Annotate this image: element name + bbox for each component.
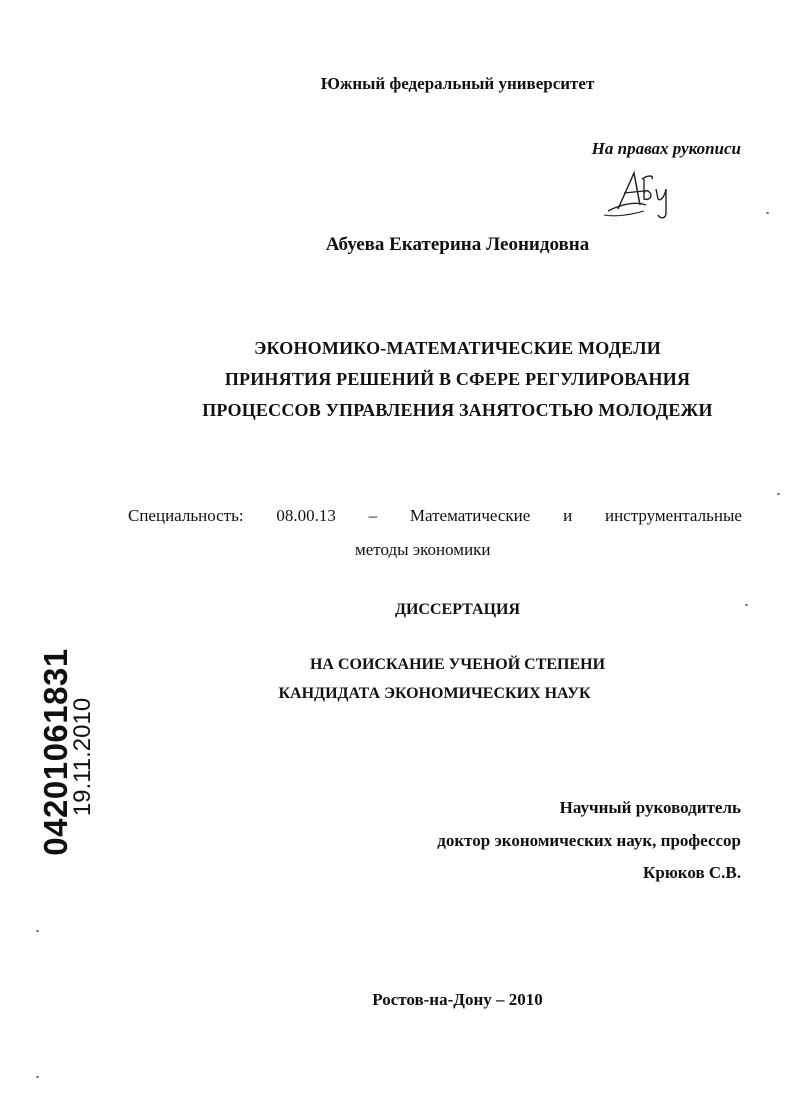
supervisor-name: Крюков С.В. [643, 863, 741, 882]
university-name: Южный федеральный университет [320, 74, 595, 93]
dissertation-title-line-2: ПРИНЯТИЯ РЕШЕНИЙ В СФЕРЕ РЕГУЛИРОВАНИЯ [224, 369, 691, 389]
scan-speck [745, 604, 748, 606]
document-type: ДИССЕРТАЦИЯ [394, 601, 521, 618]
specialty-line [128, 506, 742, 526]
specialty-code: 08.00.13 [276, 506, 336, 525]
degree-line-2: КАНДИДАТА ЭКОНОМИЧЕСКИХ НАУК [278, 685, 591, 702]
specialty-word-3: инструментальные [604, 506, 742, 525]
dissertation-title-line-3: ПРОЦЕССОВ УПРАВЛЕНИЯ ЗАНЯТОСТЬЮ МОЛОДЕЖИ [202, 400, 713, 420]
specialty-dash: – [368, 506, 378, 525]
author-name: Абуева Екатерина Леонидовна [325, 234, 590, 255]
specialty-line-2: методы экономики [355, 540, 491, 559]
handwritten-signature [600, 165, 680, 225]
supervisor-label: Научный руководитель [559, 798, 741, 817]
scan-speck [766, 212, 769, 214]
scan-speck [36, 1076, 39, 1078]
supervisor-title: доктор экономических наук, профессор [437, 831, 741, 850]
scan-speck [36, 930, 39, 932]
city-year: Ростов-на-Дону – 2010 [372, 990, 543, 1009]
degree-line-1: НА СОИСКАНИЕ УЧЕНОЙ СТЕПЕНИ [309, 656, 606, 673]
specialty-word-2: и [563, 506, 573, 525]
specialty-word-1: Математические [409, 506, 531, 525]
library-stamp-number: 04201061831 [37, 648, 74, 856]
manuscript-note: На правах рукописи [591, 139, 741, 158]
scan-speck [777, 493, 780, 495]
dissertation-title-line-1: ЭКОНОМИКО-МАТЕМАТИЧЕСКИЕ МОДЕЛИ [254, 338, 661, 358]
library-stamp-date: 19.11.2010 [69, 697, 96, 817]
specialty-label: Специальность: [128, 506, 244, 525]
